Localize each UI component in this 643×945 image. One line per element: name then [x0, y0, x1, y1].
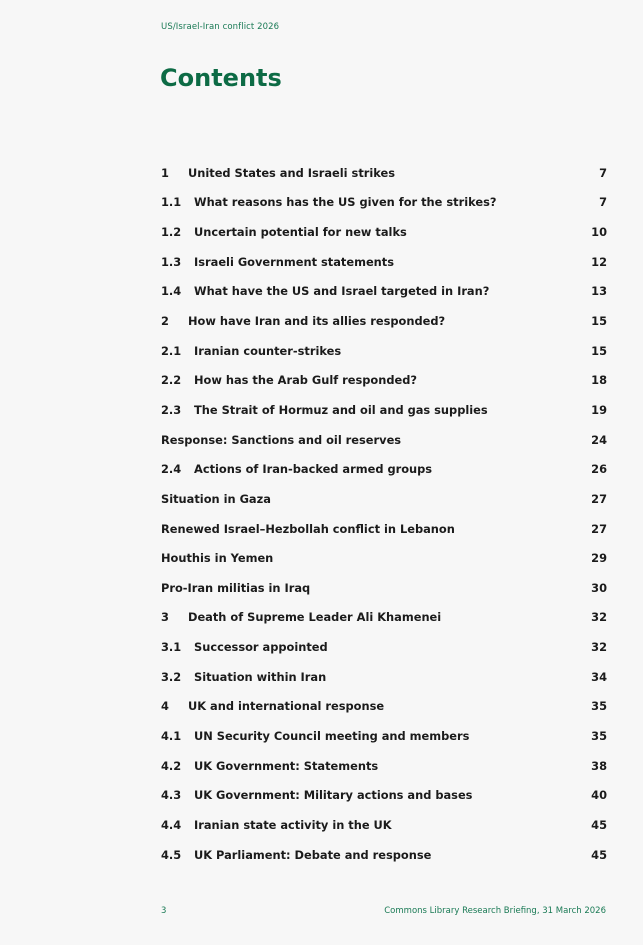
toc-entry-page: 18	[591, 373, 607, 388]
toc-entry-page: 10	[591, 225, 607, 240]
toc-entry-title: Houthis in Yemen	[161, 551, 274, 566]
toc-entry-number: 2.3	[161, 402, 182, 417]
toc-entry-number: 1	[161, 165, 169, 180]
toc-entry-title: Response: Sanctions and oil reserves	[161, 432, 402, 447]
toc-entry[interactable]	[161, 247, 607, 277]
toc-entry-title: What reasons has the US given for the strikes?	[194, 195, 497, 210]
toc-entry[interactable]	[161, 603, 607, 633]
toc-entry[interactable]	[161, 188, 607, 218]
toc-entry-page: 15	[591, 343, 607, 358]
toc-entry-number: 3	[161, 610, 169, 625]
toc-entry-number: 3.1	[161, 640, 182, 655]
toc-entry-page: 24	[591, 432, 607, 447]
toc-entry-number: 1.1	[161, 195, 182, 210]
toc-entry[interactable]	[161, 721, 607, 751]
toc-entry-page: 26	[591, 462, 607, 477]
toc-entry-page: 27	[591, 491, 607, 506]
toc-entry-title: Israeli Government statements	[194, 254, 394, 269]
toc-entry-page: 19	[591, 402, 607, 417]
toc-entry-number: 2.2	[161, 373, 182, 388]
page-title: Contents	[160, 64, 282, 92]
toc-entry-page: 35	[591, 699, 607, 714]
toc-entry-page: 7	[599, 165, 607, 180]
toc-entry-title: Successor appointed	[194, 640, 328, 655]
toc-entry[interactable]	[161, 780, 607, 810]
toc-entry[interactable]	[161, 573, 607, 603]
footer-publication: Commons Library Research Briefing, 31 March 2026	[384, 906, 606, 916]
toc-entry-number: 2.1	[161, 343, 182, 358]
toc-entry[interactable]	[161, 810, 607, 840]
toc-entry-title: Actions of Iran-backed armed groups	[194, 462, 433, 477]
toc-entry-number: 1.4	[161, 284, 182, 299]
toc-entry-page: 12	[591, 254, 607, 269]
toc-entry-title: UK and international response	[188, 699, 385, 714]
table-of-contents	[161, 158, 607, 869]
toc-entry-page: 27	[591, 521, 607, 536]
toc-entry-number: 4.5	[161, 847, 182, 862]
toc-entry-number: 4.4	[161, 817, 182, 832]
toc-entry-page: 35	[591, 728, 607, 743]
toc-entry-page: 29	[591, 551, 607, 566]
toc-entry-page: 32	[591, 610, 607, 625]
toc-entry[interactable]	[161, 306, 607, 336]
toc-entry[interactable]	[161, 395, 607, 425]
toc-entry[interactable]	[161, 454, 607, 484]
toc-entry-page: 45	[591, 847, 607, 862]
toc-entry-title: Renewed Israel–Hezbollah conflict in Lebanon	[161, 521, 455, 536]
toc-entry[interactable]	[161, 514, 607, 544]
toc-entry-title: How has the Arab Gulf responded?	[194, 373, 418, 388]
toc-entry-number: 1.3	[161, 254, 182, 269]
toc-entry-page: 32	[591, 640, 607, 655]
toc-entry-title: Iranian state activity in the UK	[194, 817, 392, 832]
toc-entry-number: 2	[161, 314, 169, 329]
toc-entry-page: 34	[591, 669, 607, 684]
toc-entry-number: 3.2	[161, 669, 182, 684]
toc-entry-title: UK Government: Statements	[194, 758, 379, 773]
toc-entry-title: UK Parliament: Debate and response	[194, 847, 432, 862]
toc-entry-title: How have Iran and its allies responded?	[188, 314, 446, 329]
toc-entry[interactable]	[161, 484, 607, 514]
toc-entry[interactable]	[161, 692, 607, 722]
toc-entry-title: Uncertain potential for new talks	[194, 225, 407, 240]
toc-entry-number: 4.3	[161, 788, 182, 803]
toc-entry[interactable]	[161, 632, 607, 662]
toc-entry[interactable]	[161, 277, 607, 307]
toc-entry-title: The Strait of Hormuz and oil and gas supplies	[194, 402, 488, 417]
toc-entry[interactable]	[161, 543, 607, 573]
toc-entry-page: 38	[591, 758, 607, 773]
toc-entry-title: Situation within Iran	[194, 669, 327, 684]
toc-entry-title: UK Government: Military actions and bases	[194, 788, 473, 803]
toc-entry-page: 15	[591, 314, 607, 329]
toc-entry-title: Death of Supreme Leader Ali Khamenei	[188, 610, 442, 625]
toc-entry[interactable]	[161, 425, 607, 455]
toc-entry[interactable]	[161, 751, 607, 781]
toc-entry-page: 30	[591, 580, 607, 595]
toc-entry-title: What have the US and Israel targeted in Iran?	[194, 284, 490, 299]
toc-entry-page: 13	[591, 284, 607, 299]
footer-page-number: 3	[161, 906, 167, 916]
toc-entry[interactable]	[161, 217, 607, 247]
toc-entry-page: 7	[599, 195, 607, 210]
toc-entry-title: Situation in Gaza	[161, 491, 271, 506]
toc-entry-title: Pro-Iran militias in Iraq	[161, 580, 311, 595]
toc-entry-number: 1.2	[161, 225, 182, 240]
toc-entry-title: United States and Israeli strikes	[188, 165, 396, 180]
toc-entry-page: 40	[591, 788, 607, 803]
toc-entry[interactable]	[161, 365, 607, 395]
toc-entry-number: 4	[161, 699, 169, 714]
toc-entry-number: 2.4	[161, 462, 182, 477]
toc-entry-title: UN Security Council meeting and members	[194, 728, 470, 743]
toc-entry-number: 4.2	[161, 758, 182, 773]
toc-entry-number: 4.1	[161, 728, 182, 743]
toc-entry-title: Iranian counter-strikes	[194, 343, 342, 358]
toc-entry[interactable]	[161, 336, 607, 366]
toc-entry[interactable]	[161, 662, 607, 692]
running-header: US/Israel-Iran conflict 2026	[161, 22, 280, 32]
toc-entry[interactable]	[161, 158, 607, 188]
toc-entry[interactable]	[161, 840, 607, 870]
toc-entry-page: 45	[591, 817, 607, 832]
